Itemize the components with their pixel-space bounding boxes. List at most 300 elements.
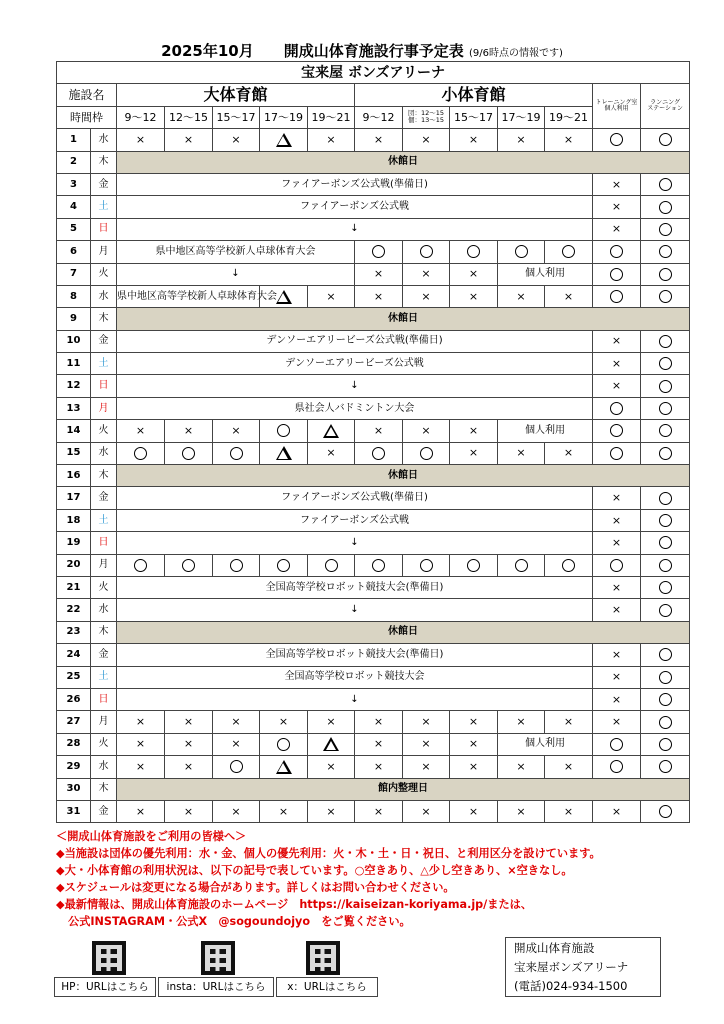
- facility-availability-cell: [641, 196, 690, 218]
- availability-mark: ×: [563, 715, 574, 729]
- availability-mark: [277, 738, 290, 751]
- availability-mark: [515, 559, 528, 572]
- facility-availability-cell: [593, 599, 641, 621]
- availability-mark: [276, 760, 292, 774]
- facility-availability-cell: [641, 420, 690, 442]
- availability-mark: [182, 447, 195, 460]
- large-slot-header: 9～12: [117, 106, 165, 128]
- availability-cell: [308, 129, 355, 151]
- day-number: 10: [57, 330, 91, 352]
- small-slot-header: 19～21: [545, 106, 593, 128]
- availability-cell: [117, 420, 165, 442]
- availability-cell: [403, 420, 450, 442]
- availability-cell: [593, 756, 641, 778]
- day-row: [57, 576, 690, 598]
- facility-availability-cell: [593, 532, 641, 554]
- event-cell: ファイアーボンズ公式戦: [117, 509, 593, 531]
- day-row: [57, 330, 690, 352]
- day-row: [57, 420, 690, 442]
- availability-mark: ×: [611, 177, 622, 191]
- weekday: 水: [91, 442, 117, 464]
- day-row: [57, 263, 690, 285]
- availability-mark: ×: [231, 715, 241, 729]
- weekday: 日: [91, 375, 117, 397]
- facility-availability-cell: [593, 285, 641, 307]
- availability-mark: [230, 447, 243, 460]
- availability-cell: [308, 554, 355, 576]
- availability-mark: ×: [468, 804, 479, 818]
- day-row: [57, 465, 690, 487]
- availability-cell: [641, 129, 690, 151]
- availability-cell: [498, 129, 545, 151]
- event-cell: ファイアーボンズ公式戦(準備日): [117, 173, 593, 195]
- availability-mark: ×: [326, 715, 336, 729]
- availability-cell: [213, 129, 260, 151]
- availability-mark: ×: [516, 132, 526, 146]
- availability-mark: [372, 245, 385, 258]
- facility-availability-cell: [641, 688, 690, 710]
- availability-cell: [355, 733, 403, 755]
- availability-cell: [355, 554, 403, 576]
- availability-cell: [593, 442, 641, 464]
- availability-cell: [593, 554, 641, 576]
- availability-mark: ×: [516, 446, 526, 460]
- availability-cell: [403, 800, 450, 822]
- availability-mark: [659, 268, 672, 281]
- large-slot-header: 15～17: [213, 106, 260, 128]
- availability-cell: [403, 756, 450, 778]
- availability-mark: ×: [183, 737, 194, 751]
- weekday: 木: [91, 621, 117, 643]
- availability-mark: ×: [563, 132, 574, 146]
- availability-cell: [450, 733, 498, 755]
- availability-cell: [498, 241, 545, 263]
- availability-mark: ×: [611, 200, 622, 214]
- qr-code-icon[interactable]: [201, 941, 235, 975]
- large-slot-header: 17～19: [260, 106, 308, 128]
- note-line: 公式INSTAGRAM・公式X @sogoundojyo をご覧ください。: [68, 915, 411, 928]
- availability-cell: [165, 420, 213, 442]
- availability-mark: [659, 424, 672, 437]
- large-gym-event: 県中地区高等学校新人卓球体育大会: [117, 285, 260, 307]
- x-link-label[interactable]: x：URLはこちら: [276, 977, 378, 997]
- availability-cell: [213, 733, 260, 755]
- day-number: 28: [57, 733, 91, 755]
- availability-mark: [659, 760, 672, 773]
- large-gym-event: 県中地区高等学校新人卓球体育大会: [117, 241, 355, 263]
- event-cell: デンソーエアリービーズ公式戦: [117, 353, 593, 375]
- availability-cell: [308, 711, 355, 733]
- availability-cell: [308, 442, 355, 464]
- availability-mark: [659, 178, 672, 191]
- availability-mark: [230, 559, 243, 572]
- weekday: 金: [91, 330, 117, 352]
- day-row: [57, 375, 690, 397]
- availability-mark: ×: [135, 715, 146, 729]
- availability-cell: [213, 756, 260, 778]
- weekday: 月: [91, 711, 117, 733]
- note-line: ◆大・小体育館の利用状況は、以下の記号で表しています。○空きあり、△少し空きあり、×空きなし。: [56, 864, 573, 877]
- weekday: 月: [91, 554, 117, 576]
- closed-day-banner: 休館日: [117, 308, 690, 330]
- availability-cell: [498, 554, 545, 576]
- availability-cell: [545, 711, 593, 733]
- availability-cell: [308, 285, 355, 307]
- availability-mark: ×: [183, 132, 194, 146]
- availability-mark: [610, 268, 623, 281]
- availability-mark: ×: [326, 446, 336, 460]
- facility-availability-cell: [593, 241, 641, 263]
- availability-mark: [659, 290, 672, 303]
- weekday: 木: [91, 465, 117, 487]
- availability-mark: [659, 536, 672, 549]
- availability-cell: [641, 554, 690, 576]
- day-number: 8: [57, 285, 91, 307]
- availability-mark: ×: [278, 804, 289, 818]
- availability-cell: [498, 800, 545, 822]
- availability-mark: ×: [421, 289, 431, 303]
- day-number: 4: [57, 196, 91, 218]
- facility-availability-cell: [641, 263, 690, 285]
- facility-availability-cell: [641, 487, 690, 509]
- weekday: 金: [91, 173, 117, 195]
- availability-cell: [403, 241, 450, 263]
- facility-label: 施設名: [57, 84, 117, 106]
- availability-mark: [134, 559, 147, 572]
- facility-availability-cell: [593, 173, 641, 195]
- availability-mark: [659, 671, 672, 684]
- availability-mark: [562, 245, 575, 258]
- day-row: [57, 532, 690, 554]
- availability-cell: [355, 241, 403, 263]
- closed-day-banner: 休館日: [117, 465, 690, 487]
- availability-mark: [562, 559, 575, 572]
- availability-mark: ×: [421, 737, 431, 751]
- facility-availability-cell: [641, 241, 690, 263]
- availability-mark: ×: [516, 715, 526, 729]
- availability-mark: ×: [231, 737, 241, 751]
- availability-cell: [260, 420, 308, 442]
- availability-mark: [420, 447, 433, 460]
- facility-availability-cell: [593, 576, 641, 598]
- availability-cell: [355, 420, 403, 442]
- availability-cell: [117, 442, 165, 464]
- availability-mark: [659, 693, 672, 706]
- availability-mark: [467, 559, 480, 572]
- availability-mark: ×: [611, 356, 622, 370]
- small-gym-header: 小体育館: [355, 84, 593, 106]
- day-row: [57, 151, 690, 173]
- availability-mark: ×: [373, 267, 384, 281]
- availability-mark: ×: [421, 715, 431, 729]
- availability-mark: ×: [611, 670, 622, 684]
- availability-mark: [659, 201, 672, 214]
- weekday: 土: [91, 353, 117, 375]
- weekday: 火: [91, 263, 117, 285]
- closed-day-banner: 休館日: [117, 151, 690, 173]
- availability-cell: [213, 420, 260, 442]
- availability-cell: [355, 285, 403, 307]
- availability-mark: ×: [183, 759, 194, 773]
- availability-cell: [165, 711, 213, 733]
- availability-cell: [545, 442, 593, 464]
- event-cell: ↓: [117, 688, 593, 710]
- availability-mark: [659, 380, 672, 393]
- day-number: 12: [57, 375, 91, 397]
- hp-link-label[interactable]: HP：URLはこちら: [54, 977, 156, 997]
- availability-mark: ×: [611, 603, 622, 617]
- personal-use-cell: 個人利用: [498, 733, 593, 755]
- availability-mark: ×: [231, 804, 241, 818]
- facility-availability-cell: [641, 173, 690, 195]
- availability-mark: ×: [373, 132, 384, 146]
- large-slot-header: 19～21: [308, 106, 355, 128]
- availability-mark: ×: [516, 804, 526, 818]
- day-number: 13: [57, 397, 91, 419]
- availability-mark: [659, 245, 672, 258]
- availability-mark: [610, 447, 623, 460]
- day-row: [57, 129, 690, 151]
- day-number: 11: [57, 353, 91, 375]
- availability-mark: [659, 492, 672, 505]
- availability-cell: [260, 756, 308, 778]
- availability-cell: [450, 711, 498, 733]
- availability-mark: ×: [135, 423, 146, 437]
- venue-row: [57, 62, 690, 84]
- availability-cell: [641, 442, 690, 464]
- availability-cell: [308, 800, 355, 822]
- facility-availability-cell: [641, 644, 690, 666]
- availability-cell: [260, 711, 308, 733]
- day-number: 14: [57, 420, 91, 442]
- weekday: 土: [91, 666, 117, 688]
- availability-cell: [165, 800, 213, 822]
- contact-arena: 宝来屋ボンズアリーナ: [514, 960, 629, 974]
- availability-mark: [323, 424, 339, 438]
- day-number: 26: [57, 688, 91, 710]
- day-number: 7: [57, 263, 91, 285]
- availability-mark: ×: [468, 132, 479, 146]
- availability-cell: [260, 554, 308, 576]
- small-slot-header: 9～12: [355, 106, 403, 128]
- day-row: [57, 241, 690, 263]
- weekday: 金: [91, 644, 117, 666]
- day-row: [57, 688, 690, 710]
- availability-cell: [117, 733, 165, 755]
- availability-mark: ×: [611, 222, 622, 236]
- availability-cell: [308, 733, 355, 755]
- training-room-header: トレーニング室 個人利用: [593, 84, 641, 129]
- availability-mark: [372, 447, 385, 460]
- availability-mark: ×: [468, 759, 479, 773]
- day-row: [57, 621, 690, 643]
- event-cell: ↓: [117, 218, 593, 240]
- weekday: 水: [91, 129, 117, 151]
- availability-mark: ×: [326, 759, 336, 773]
- availability-mark: [659, 133, 672, 146]
- day-row: [57, 397, 690, 419]
- weekday: 土: [91, 509, 117, 531]
- availability-cell: [260, 733, 308, 755]
- availability-cell: [403, 711, 450, 733]
- availability-mark: ×: [373, 804, 384, 818]
- facility-availability-cell: [593, 375, 641, 397]
- availability-mark: ×: [516, 759, 526, 773]
- facility-availability-cell: [641, 218, 690, 240]
- facility-availability-cell: [593, 666, 641, 688]
- title-note: (9/6時点の情報です): [468, 48, 563, 59]
- notes-section: [56, 828, 716, 930]
- availability-mark: [420, 245, 433, 258]
- availability-cell: [213, 442, 260, 464]
- availability-cell: [641, 756, 690, 778]
- availability-mark: [659, 738, 672, 751]
- facility-header-row: [57, 84, 690, 106]
- facility-availability-cell: [593, 263, 641, 285]
- availability-mark: [610, 245, 623, 258]
- availability-mark: ×: [373, 759, 384, 773]
- availability-cell: [165, 442, 213, 464]
- day-number: 16: [57, 465, 91, 487]
- availability-mark: ×: [373, 289, 384, 303]
- weekday: 月: [91, 397, 117, 419]
- availability-cell: [593, 800, 641, 822]
- weekday: 水: [91, 285, 117, 307]
- availability-mark: ×: [611, 334, 622, 348]
- availability-cell: [403, 554, 450, 576]
- availability-cell: [545, 800, 593, 822]
- schedule-table: [56, 61, 690, 823]
- notes-heading: ＜開成山体育施設をご利用の皆様へ＞: [56, 830, 247, 843]
- day-number: 1: [57, 129, 91, 151]
- day-number: 22: [57, 599, 91, 621]
- availability-cell: [641, 711, 690, 733]
- weekday: 土: [91, 196, 117, 218]
- contact-phone: (電話)024-934-1500: [514, 979, 628, 993]
- day-row: [57, 800, 690, 822]
- day-row: [57, 711, 690, 733]
- facility-availability-cell: [593, 218, 641, 240]
- availability-mark: [515, 245, 528, 258]
- availability-mark: ×: [135, 804, 146, 818]
- availability-mark: ×: [516, 289, 526, 303]
- page-title: [0, 40, 724, 61]
- qr-code-icon[interactable]: [92, 941, 126, 975]
- day-row: [57, 308, 690, 330]
- availability-cell: [403, 442, 450, 464]
- day-row: [57, 666, 690, 688]
- availability-mark: ×: [373, 737, 384, 751]
- availability-mark: ×: [611, 491, 622, 505]
- day-number: 2: [57, 151, 91, 173]
- availability-mark: ×: [421, 132, 431, 146]
- event-cell: 全国高等学校ロボット競技大会: [117, 666, 593, 688]
- availability-mark: ×: [421, 267, 431, 281]
- availability-mark: ×: [563, 804, 574, 818]
- note-line: ◆当施設は団体の優先利用：水・金、個人の優先利用：火・木・土・日・祝日、と利用区分を設けています。: [56, 847, 601, 860]
- availability-cell: [117, 800, 165, 822]
- facility-availability-cell: [593, 196, 641, 218]
- availability-mark: ×: [468, 267, 479, 281]
- availability-cell: [545, 241, 593, 263]
- day-row: [57, 509, 690, 531]
- facility-availability-cell: [641, 509, 690, 531]
- personal-use-cell: 個人利用: [498, 263, 593, 285]
- day-row: [57, 218, 690, 240]
- facility-availability-cell: [641, 397, 690, 419]
- availability-mark: [610, 402, 623, 415]
- weekday: 水: [91, 756, 117, 778]
- contact-facility: 開成山体育施設: [514, 941, 595, 955]
- title-text: 2025年10月 開成山体育施設行事予定表: [161, 42, 464, 60]
- day-number: 21: [57, 576, 91, 598]
- facility-availability-cell: [641, 353, 690, 375]
- day-row: [57, 733, 690, 755]
- availability-cell: [165, 554, 213, 576]
- availability-mark: ×: [373, 423, 384, 437]
- facility-availability-cell: [593, 330, 641, 352]
- running-station-header: ランニング ステーション: [641, 84, 690, 129]
- availability-mark: [659, 648, 672, 661]
- note-line: ◆最新情報は、開成山体育施設のホームページ https://kaiseizan-koriyama.jp/または、: [56, 898, 533, 911]
- event-cell: ファイアーボンズ公式戦(準備日): [117, 487, 593, 509]
- availability-mark: ×: [135, 132, 146, 146]
- availability-cell: [450, 756, 498, 778]
- event-cell: 全国高等学校ロボット競技大会(準備日): [117, 576, 593, 598]
- availability-cell: [498, 442, 545, 464]
- availability-mark: [323, 737, 339, 751]
- qr-code-icon[interactable]: [306, 941, 340, 975]
- availability-mark: ×: [468, 446, 479, 460]
- availability-mark: [372, 559, 385, 572]
- day-number: 29: [57, 756, 91, 778]
- availability-mark: [610, 290, 623, 303]
- availability-mark: ×: [135, 759, 146, 773]
- day-number: 19: [57, 532, 91, 554]
- availability-cell: [641, 800, 690, 822]
- availability-mark: [277, 559, 290, 572]
- availability-mark: [659, 514, 672, 527]
- event-cell: ↓: [117, 532, 593, 554]
- availability-cell: [213, 711, 260, 733]
- availability-mark: ×: [611, 580, 622, 594]
- personal-use-cell: 個人利用: [498, 420, 593, 442]
- insta-link-label[interactable]: insta：URLはこちら: [158, 977, 274, 997]
- availability-mark: ×: [326, 289, 336, 303]
- weekday: 月: [91, 241, 117, 263]
- day-number: 25: [57, 666, 91, 688]
- day-number: 6: [57, 241, 91, 263]
- availability-mark: ×: [135, 737, 146, 751]
- weekday: 木: [91, 308, 117, 330]
- facility-availability-cell: [641, 576, 690, 598]
- availability-mark: ×: [183, 804, 194, 818]
- availability-cell: [545, 285, 593, 307]
- event-cell: 全国高等学校ロボット競技大会(準備日): [117, 644, 593, 666]
- availability-mark: [134, 447, 147, 460]
- availability-cell: [355, 442, 403, 464]
- availability-cell: [545, 129, 593, 151]
- availability-mark: [659, 335, 672, 348]
- availability-mark: [182, 559, 195, 572]
- weekday: 火: [91, 576, 117, 598]
- availability-mark: [230, 760, 243, 773]
- availability-mark: ×: [373, 715, 384, 729]
- availability-mark: ×: [611, 513, 622, 527]
- availability-mark: ×: [468, 737, 479, 751]
- weekday: 金: [91, 800, 117, 822]
- day-row: [57, 756, 690, 778]
